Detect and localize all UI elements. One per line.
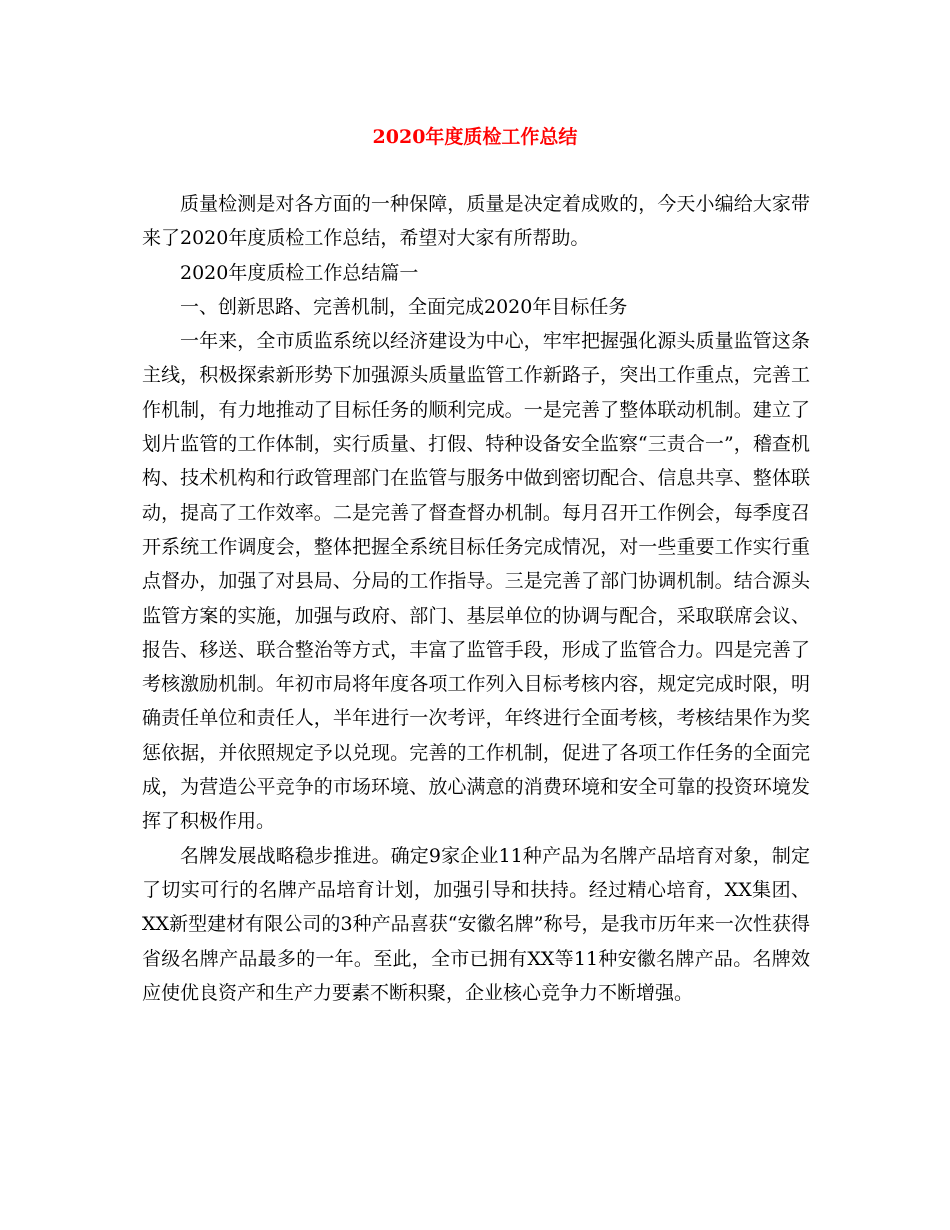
document-title: 2020年度质检工作总结 — [372, 126, 578, 148]
document-body — [142, 187, 810, 1010]
body-paragraph: 一年来，全市质监系统以经济建设为中心，牢牢把握强化源头质量监管这条主线，积极探索新形势下加强源头质量监管工作新路子，突出工作重点，完善工作机制，有力地推动了目标任务的顺利完成。一是完善了整体联动机制。建立了划片监管的工作体制，实行质量、打假、特种设备安全监察“三责合一”，稽查机构、技术机构和行政管理部门在监管与服务中做到密切配合、信息共享、整体联动，提高了工作效率。二是完善了督查督办机制。每月召开工作例会，每季度召开系统工作调度会，整体把握全系统目标任务完成情况，对一些重要工作实行重点督办，加强了对县局、分局的工作指导。三是完善了部门协调机制。结合源头监管方案的实施，加强与政府、部门、基层单位的协调与配合，采取联席会议、报告、移送、联合整治等方式，丰富了监管手段，形成了监管合力。四是完善了考核激励机制。年初市局将年度各项工作列入目标考核内容，规定完成时限，明确责任单位和责任人，半年进行一次考评，年终进行全面考核，考核结果作为奖惩依据，并依照规定予以兑现。完善的工作机制，促进了各项工作任务的全面完成，为营造公平竞争的市场环境、放心满意的消费环境和安全可靠的投资环境发挥了积极作用。 — [142, 330, 810, 833]
body-paragraph: 名牌发展战略稳步推进。确定9家企业11种产品为名牌产品培育对象，制定了切实可行的名牌产品培育计划，加强引导和扶持。经过精心培育，XX集团、XX新型建材有限公司的3种产品喜获“安徽名牌”称号，是我市历年来一次性获得省级名牌产品最多的一年。至此，全市已拥有XX等11种安徽名牌产品。名牌效应使优良资产和生产力要素不断积聚，企业核心竞争力不断增强。 — [142, 844, 810, 1004]
subsection-heading: 一、创新思路、完善机制，全面完成2020年目标任务 — [180, 295, 628, 318]
section-heading: 2020年度质检工作总结篇一 — [180, 261, 419, 284]
intro-paragraph: 质量检测是对各方面的一种保障，质量是决定着成败的，今天小编给大家带来了2020年度质检工作总结，希望对大家有所帮助。 — [142, 193, 810, 250]
